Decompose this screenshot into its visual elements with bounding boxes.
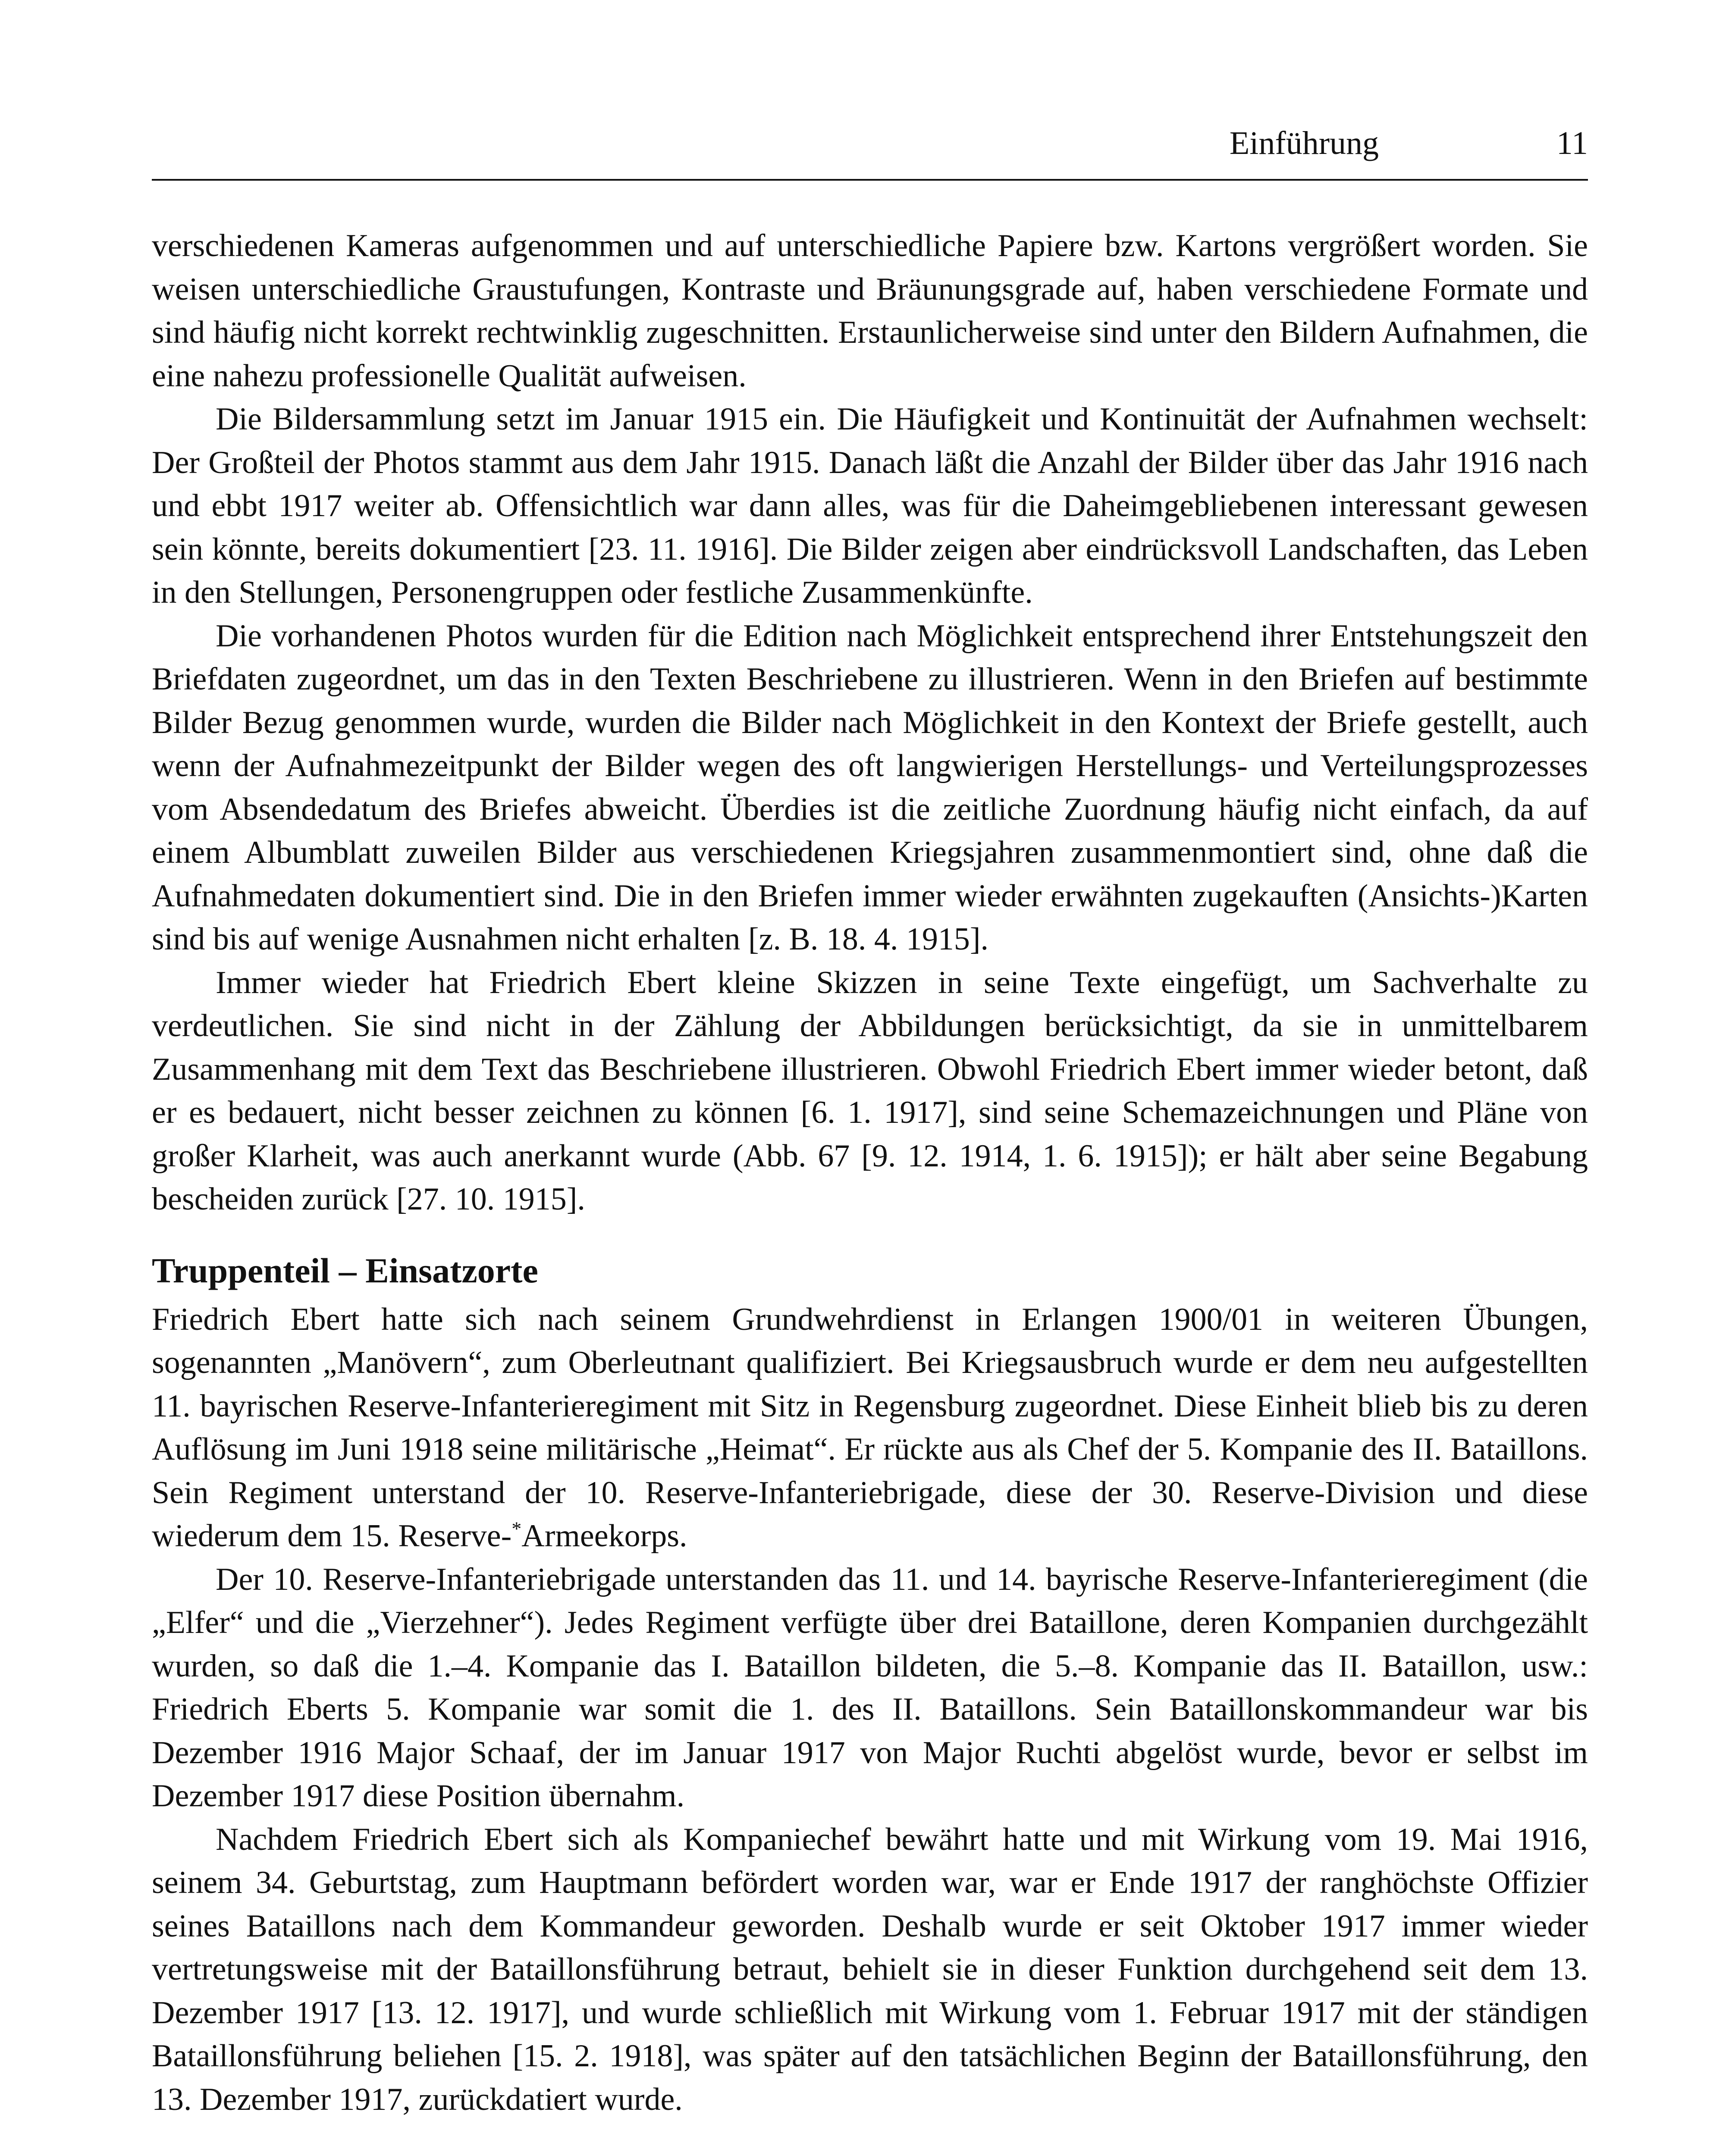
running-head	[152, 122, 1588, 169]
section-heading: Truppenteil – Einsatzorte	[152, 1250, 538, 1290]
paragraph: Der 10. Reserve-Infanteriebrigade unterstanden das 11. und 14. bayrische Reserve-Infanterieregiment (die „Elfer“ und die „Vierzehner“). Jedes Regiment verfügte über drei Bataillone, deren Kompanien durchgezählt wurden, so daß die 1.–4. Kompanie das I. Bataillon bildeten, die 5.–8. Kompanie das II. Bataillon, usw.: Friedrich Eberts 5. Kompanie war somit die 1. des II. Bataillons. Sein Bataillonskommandeur war bis Dezember 1916 Major Schaaf, der im Januar 1917 von Major Ruchti abgelöst wurde, bevor er selbst im Dezember 1917 diese Position übernahm.	[152, 1561, 1588, 1814]
body-text	[152, 224, 1588, 2121]
paragraph: Immer wieder hat Friedrich Ebert kleine Skizzen in seine Texte eingefügt, um Sachverhalte zu verdeutlichen. Sie sind nicht in der Zählung der Abbildungen berücksichtigt, da sie in unmittelbarem Zusammenhang mit dem Text das Beschriebene illustrieren. Obwohl Friedrich Ebert immer wieder betont, daß er es bedauert, nicht besser zeichnen zu können [6. 1. 1917], sind seine Schemazeichnungen und Pläne von großer Klarheit, was auch anerkannt wurde (Abb. 67 [9. 12. 1914, 1. 6. 1915]); er hält aber seine Begabung bescheiden zurück [27. 10. 1915].	[152, 965, 1588, 1217]
running-head-title: Einführung	[1229, 125, 1379, 161]
page-number: 11	[1556, 125, 1588, 161]
paragraph-text: Friedrich Ebert hatte sich nach seinem Grundwehrdienst in Erlangen 1900/01 in weiteren Übungen, sogenannten „Manövern“, zum Oberleutnant qualifiziert. Bei Kriegsausbruch wurde er dem neu aufgestellten 11. bayrischen Reserve-Infanterieregiment mit Sitz in Regensburg zugeordnet. Diese Einheit blieb bis zu deren Auflösung im Juni 1918 seine militärische „Heimat“. Er rückte aus als Chef der 5. Kompanie des II. Bataillons. Sein Regiment unterstand der 10. Reserve-Infanteriebrigade, diese der 30. Reserve-Division und diese wiederum dem 15. Reserve-	[152, 1301, 1588, 1554]
header-rule	[152, 179, 1588, 181]
paragraph-text: Armeekorps.	[521, 1518, 687, 1554]
paragraph: Die Bildersammlung setzt im Januar 1915 ein. Die Häufigkeit und Kontinuität der Aufnahmen wechselt: Der Großteil der Photos stammt aus dem Jahr 1915. Danach läßt die Anzahl der Bilder über das Jahr 1916 nach und ebbt 1917 weiter ab. Offensichtlich war dann alles, was für die Daheimgebliebenen interessant gewesen sein könnte, bereits dokumentiert [23. 11. 1916]. Die Bilder zeigen aber eindrücksvoll Landschaften, das Leben in den Stellungen, Personengruppen oder festliche Zusammenkünfte.	[152, 401, 1588, 610]
paragraph: Die vorhandenen Photos wurden für die Edition nach Möglichkeit entsprechend ihrer Entstehungszeit den Briefdaten zugeordnet, um das in den Texten Beschriebene zu illustrieren. Wenn in den Briefen auf bestimmte Bilder Bezug genommen wurde, wurden die Bilder nach Möglichkeit in den Kontext der Briefe gestellt, auch wenn der Aufnahmezeitpunkt der Bilder wegen des oft langwierigen Herstellungs- und Verteilungsprozesses vom Absendedatum des Briefes abweicht. Überdies ist die zeitliche Zuordnung häufig nicht einfach, da auf einem Albumblatt zuweilen Bilder aus verschiedenen Kriegsjahren zusammenmontiert sind, ohne daß die Aufnahmedaten dokumentiert sind. Die in den Briefen immer wieder erwähnten zugekauften (Ansichts-)Karten sind bis auf wenige Ausnahmen nicht erhalten [z. B. 18. 4. 1915].	[152, 618, 1588, 957]
paragraph: Nachdem Friedrich Ebert sich als Kompaniechef bewährt hatte und mit Wirkung vom 19. Mai 1916, seinem 34. Geburtstag, zum Hauptmann befördert worden war, war er Ende 1917 der ranghöchste Offizier seines Bataillons nach dem Kommandeur geworden. Deshalb wurde er seit Oktober 1917 immer wieder vertretungsweise mit der Bataillonsführung betraut, behielt sie in dieser Funktion durchgehend seit dem 13. Dezember 1917 [13. 12. 1917], und wurde schließlich mit Wirkung vom 1. Februar 1917 mit der ständigen Bataillonsführung beliehen [15. 2. 1918], was später auf den tatsächlichen Beginn der Bataillonsführung, den 13. Dezember 1917, zurückdatiert wurde.	[152, 1821, 1588, 2117]
footnote-mark: *	[511, 1517, 522, 1540]
paragraph	[152, 1298, 1588, 1558]
paragraph: verschiedenen Kameras aufgenommen und auf unterschiedliche Papiere bzw. Kartons vergrößert worden. Sie weisen unterschiedliche Graustufungen, Kontraste und Bräunungsgrade auf, haben verschiedene Formate und sind häufig nicht korrekt rechtwinklig zugeschnitten. Erstaunlicherweise sind unter den Bildern Aufnahmen, die eine nahezu professionelle Qualität aufweisen.	[152, 228, 1588, 394]
